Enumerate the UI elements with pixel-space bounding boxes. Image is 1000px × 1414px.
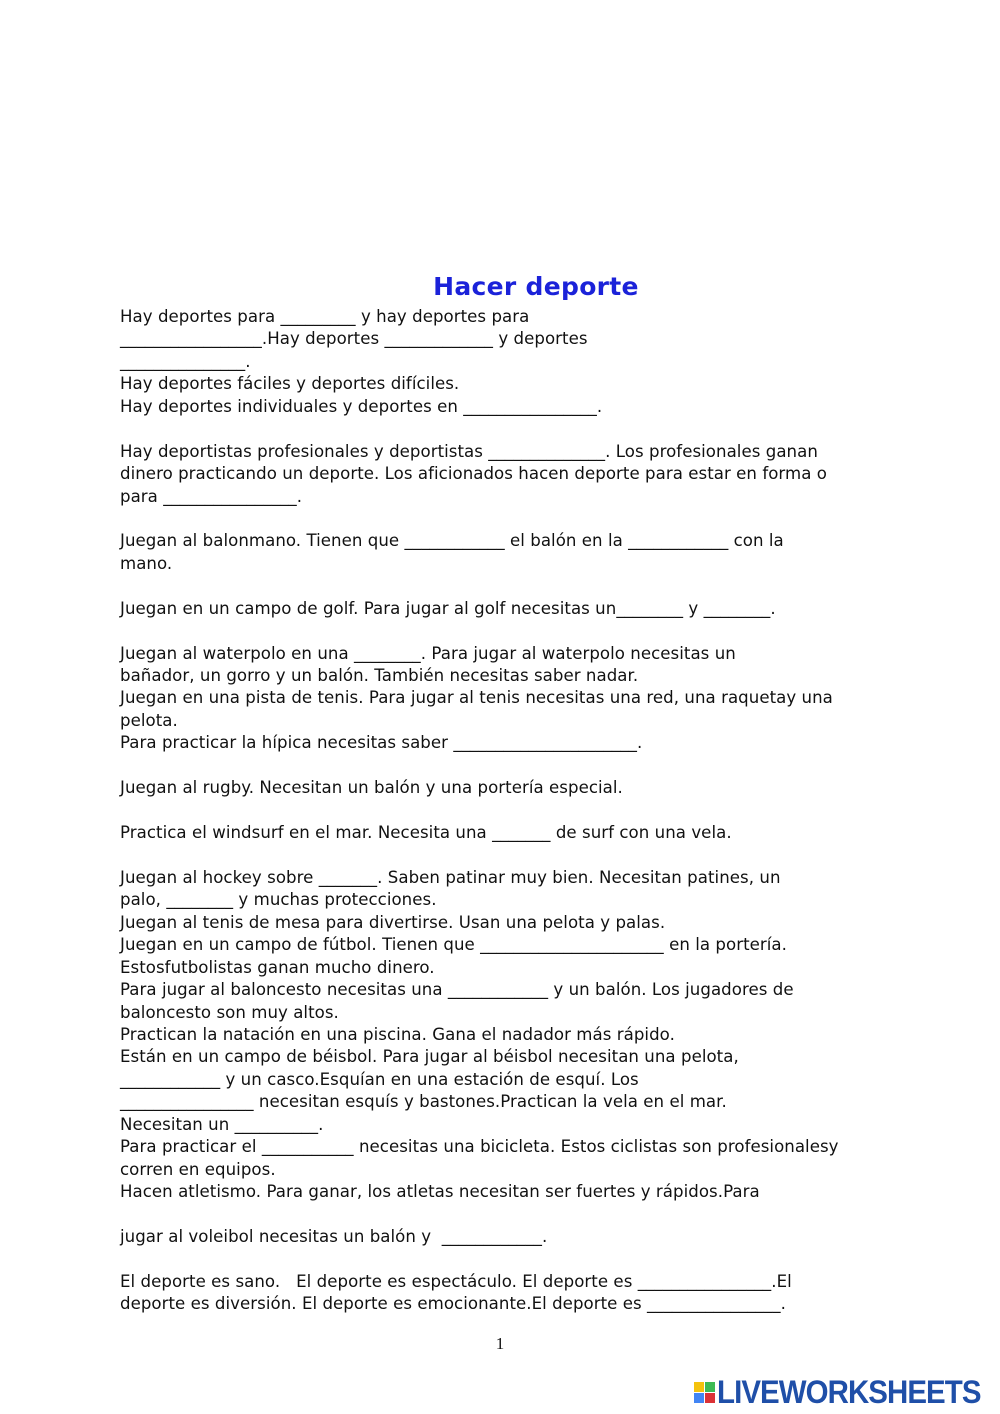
text-line: Juegan en un campo de fútbol. Tienen que ______________________ en la portería. [120, 935, 787, 955]
blank-line [120, 800, 980, 822]
text-line: Hay deportes para _________ y hay deportes para [120, 307, 530, 326]
page-number: 1 [495, 1334, 505, 1353]
text-line: jugar al voleibol necesitas un balón y ____________. [120, 1226, 548, 1246]
text-line: corren en equipos. [120, 1159, 276, 1179]
blank-line [120, 1204, 980, 1226]
text-line: Hay deportes fáciles y deportes difíciles. [120, 374, 460, 394]
text-line: baloncesto son muy altos. [120, 1002, 339, 1022]
text-line: Hacen atletismo. Para ganar, los atletas necesitan ser fuertes y rápidos.Para [120, 1182, 760, 1202]
text-line: Juegan al rugby. Necesitan un balón y una portería especial. [120, 778, 623, 798]
text-line: Juegan en un campo de golf. Para jugar al golf necesitas un________ y ________. [120, 598, 776, 618]
text-line: dinero practicando un deporte. Los aficionados hacen deporte para estar en forma o [120, 464, 827, 484]
text-line: deporte es diversión. El deporte es emocionante.El deporte es ________________. [120, 1294, 786, 1314]
logo-squares-icon [694, 1382, 715, 1403]
text-line: El deporte es sano. El deporte es espectáculo. El deporte es ________________.El [120, 1271, 792, 1291]
text-line: Hay deportistas profesionales y deportistas ______________. Los profesionales ganan [120, 441, 818, 461]
text-line: Juegan al waterpolo en una ________. Para jugar al waterpolo necesitas un [120, 643, 736, 663]
text-line: Juegan al balonmano. Tienen que ____________ el balón en la ____________ con la [120, 531, 784, 551]
text-line: Para practicar la hípica necesitas saber ______________________. [120, 733, 643, 753]
text-line: palo, ________ y muchas protecciones. [120, 890, 437, 910]
text-line: Juegan al hockey sobre _______. Saben patinar muy bien. Necesitan patines, un [120, 867, 781, 887]
text-line: mano. [120, 553, 173, 573]
text-line: Están en un campo de béisbol. Para jugar al béisbol necesitan una pelota, [120, 1047, 739, 1067]
blank-line [120, 755, 980, 777]
text-line: pelota. [120, 710, 178, 730]
blank-line [120, 1248, 980, 1270]
logo-text: LIVEWORKSHEETS [717, 1374, 981, 1410]
text-line: _______________. [120, 351, 251, 371]
text-line: Para practicar el ___________ necesitas una bicicleta. Estos ciclistas son profesionalesy [120, 1137, 839, 1157]
text-line: bañador, un gorro y un balón. También necesitas saber nadar. [120, 666, 639, 685]
blank-line [120, 418, 980, 440]
blank-line [120, 845, 980, 867]
blank-line [120, 620, 980, 642]
worksheet-title: Hacer deporte [433, 272, 639, 301]
text-line: _________________.Hay deportes _____________ y deportes [120, 329, 588, 349]
text-line: ________________ necesitan esquís y bastones.Practican la vela en el mar. [120, 1092, 727, 1112]
liveworksheets-logo [694, 1374, 1000, 1411]
text-line: ____________ y un casco.Esquían en una estación de esquí. Los [120, 1069, 639, 1089]
text-line: Hay deportes individuales y deportes en ________________. [120, 396, 603, 416]
text-line: Practican la natación en una piscina. Gana el nadador más rápido. [120, 1025, 675, 1044]
blank-line [120, 575, 980, 597]
blank-line [120, 508, 980, 530]
text-line: Estosfutbolistas ganan mucho dinero. [120, 957, 435, 977]
text-line: Juegan al tenis de mesa para divertirse. Usan una pelota y palas. [120, 912, 666, 932]
text-line: Necesitan un __________. [120, 1114, 324, 1134]
text-line: Juegan en una pista de tenis. Para jugar al tenis necesitas una red, una raquetay una [120, 688, 833, 708]
text-line: Practica el windsurf en el mar. Necesita una _______ de surf con una vela. [120, 823, 732, 843]
worksheet-body [120, 306, 980, 1316]
text-line: para ________________. [120, 486, 303, 506]
text-line: Para jugar al baloncesto necesitas una ____________ y un balón. Los jugadores de [120, 980, 794, 1000]
